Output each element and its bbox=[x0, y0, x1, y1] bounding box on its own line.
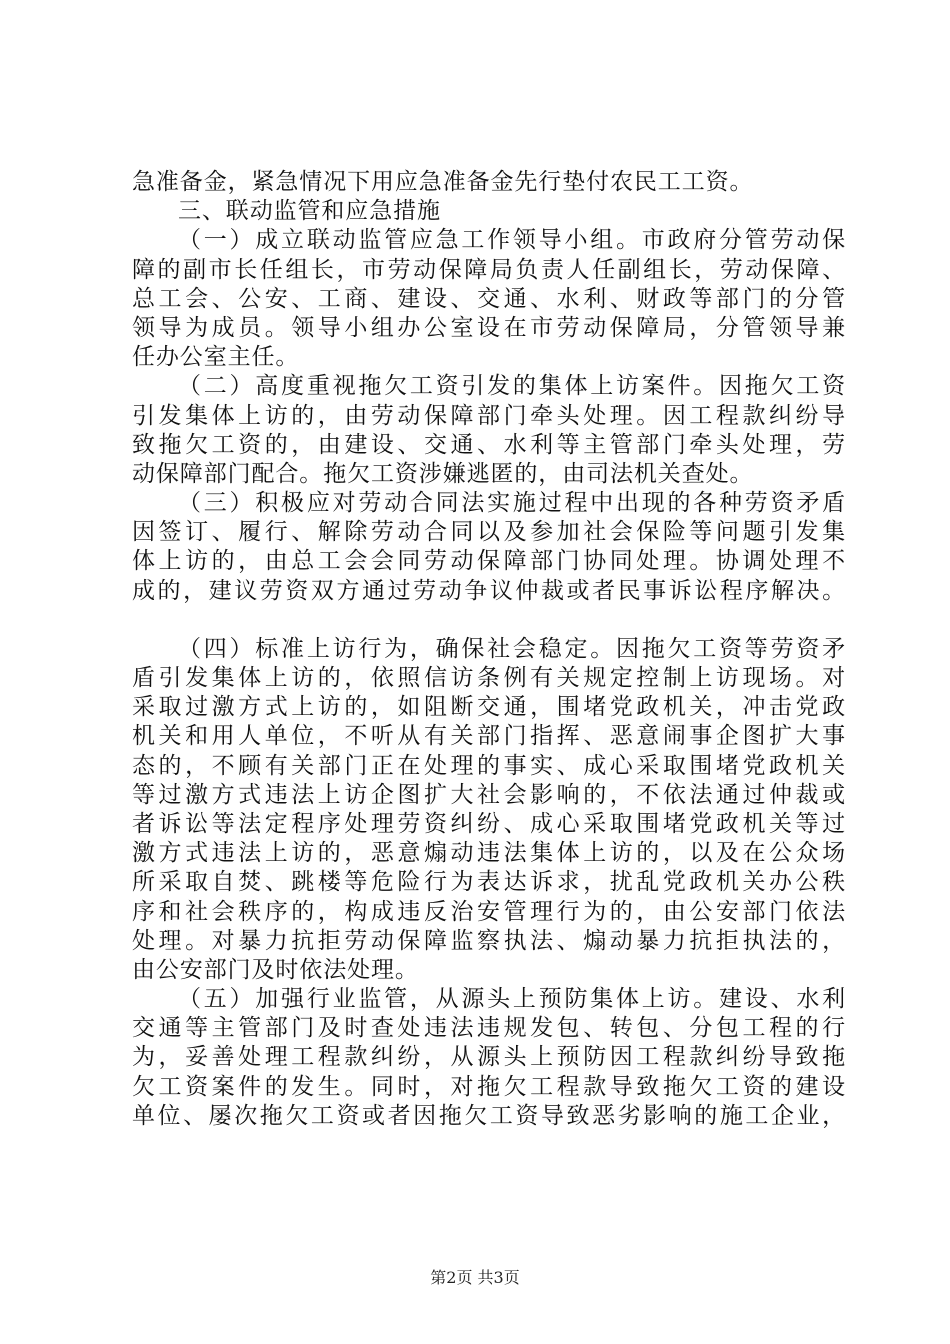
text-line: （一）成立联动监管应急工作领导小组。市政府分管劳动保 bbox=[178, 227, 846, 254]
text-line: 单位、屡次拖欠工资或者因拖欠工资导致恶劣影响的施工企业， bbox=[132, 1102, 846, 1129]
text-line: 领导为成员。领导小组办公室设在市劳动保障局，分管领导兼 bbox=[132, 314, 846, 341]
text-line: 处理。对暴力抗拒劳动保障监察执法、煽动暴力抗拒执法的， bbox=[132, 927, 846, 954]
text-line: 引发集体上访的，由劳动保障部门牵头处理。因工程款纠纷导 bbox=[132, 402, 846, 429]
page-footer: 第2页 共3页 bbox=[430, 1268, 520, 1287]
text-line: 体上访的，由总工会会同劳动保障部门协同处理。协调处理不 bbox=[132, 548, 846, 575]
text-line: （三）积极应对劳动合同法实施过程中出现的各种劳资矛盾 bbox=[178, 490, 846, 517]
text-line: 为，妥善处理工程款纠纷，从源头上预防因工程款纠纷导致拖 bbox=[132, 1044, 846, 1071]
text-line: 者诉讼等法定程序处理劳资纠纷、成心采取围堵党政机关等过 bbox=[132, 810, 846, 837]
text-line: 成的，建议劳资双方通过劳动争议仲裁或者民事诉讼程序解决。 bbox=[132, 577, 846, 604]
text-line: 动保障部门配合。拖欠工资涉嫌逃匿的，由司法机关查处。 bbox=[132, 460, 754, 487]
document-body bbox=[132, 168, 846, 1131]
text-line: （二）高度重视拖欠工资引发的集体上访案件。因拖欠工资 bbox=[178, 373, 846, 400]
text-line: 态的，不顾有关部门正在处理的事实、成心采取围堵党政机关 bbox=[132, 752, 846, 779]
text-line: 急准备金，紧急情况下用应急准备金先行垫付农民工工资。 bbox=[132, 169, 754, 195]
text-line: 任办公室主任。 bbox=[132, 344, 300, 371]
text-line: 因签订、履行、解除劳动合同以及参加社会保险等问题引发集 bbox=[132, 519, 846, 546]
text-line: 序和社会秩序的，构成违反治安管理行为的，由公安部门依法 bbox=[132, 898, 846, 925]
text-line: （五）加强行业监管，从源头上预防集体上访。建设、水利 bbox=[178, 986, 846, 1013]
text-line: 交通等主管部门及时查处违法违规发包、转包、分包工程的行 bbox=[132, 1015, 846, 1042]
paragraph-gap bbox=[132, 606, 846, 635]
text-line: 盾引发集体上访的，依照信访条例有关规定控制上访现场。对 bbox=[132, 665, 846, 691]
text-line: 总工会、公安、工商、建设、交通、水利、财政等部门的分管 bbox=[132, 285, 846, 312]
text-line: 等过激方式违法上访企图扩大社会影响的，不依法通过仲裁或 bbox=[132, 781, 846, 808]
text-line: 欠工资案件的发生。同时，对拖欠工程款导致拖欠工资的建设 bbox=[132, 1073, 846, 1100]
section-heading: 三、联动监管和应急措施 bbox=[178, 198, 441, 225]
text-line: 采取过激方式上访的，如阻断交通，围堵党政机关，冲击党政 bbox=[132, 694, 846, 721]
text-line: 致拖欠工资的，由建设、交通、水利等主管部门牵头处理，劳 bbox=[132, 431, 846, 458]
text-line: 所采取自焚、跳楼等危险行为表达诉求，扰乱党政机关办公秩 bbox=[132, 869, 846, 896]
text-line: 机关和用人单位，不听从有关部门指挥、恶意闹事企图扩大事 bbox=[132, 723, 846, 750]
text-line: 障的副市长任组长，市劳动保障局负责人任副组长，劳动保障、 bbox=[132, 256, 846, 283]
text-line: （四）标准上访行为，确保社会稳定。因拖欠工资等劳资矛 bbox=[178, 635, 846, 662]
text-line: 激方式违法上访的，恶意煽动违法集体上访的，以及在公众场 bbox=[132, 840, 846, 867]
text-line: 由公安部门及时依法处理。 bbox=[132, 956, 419, 983]
